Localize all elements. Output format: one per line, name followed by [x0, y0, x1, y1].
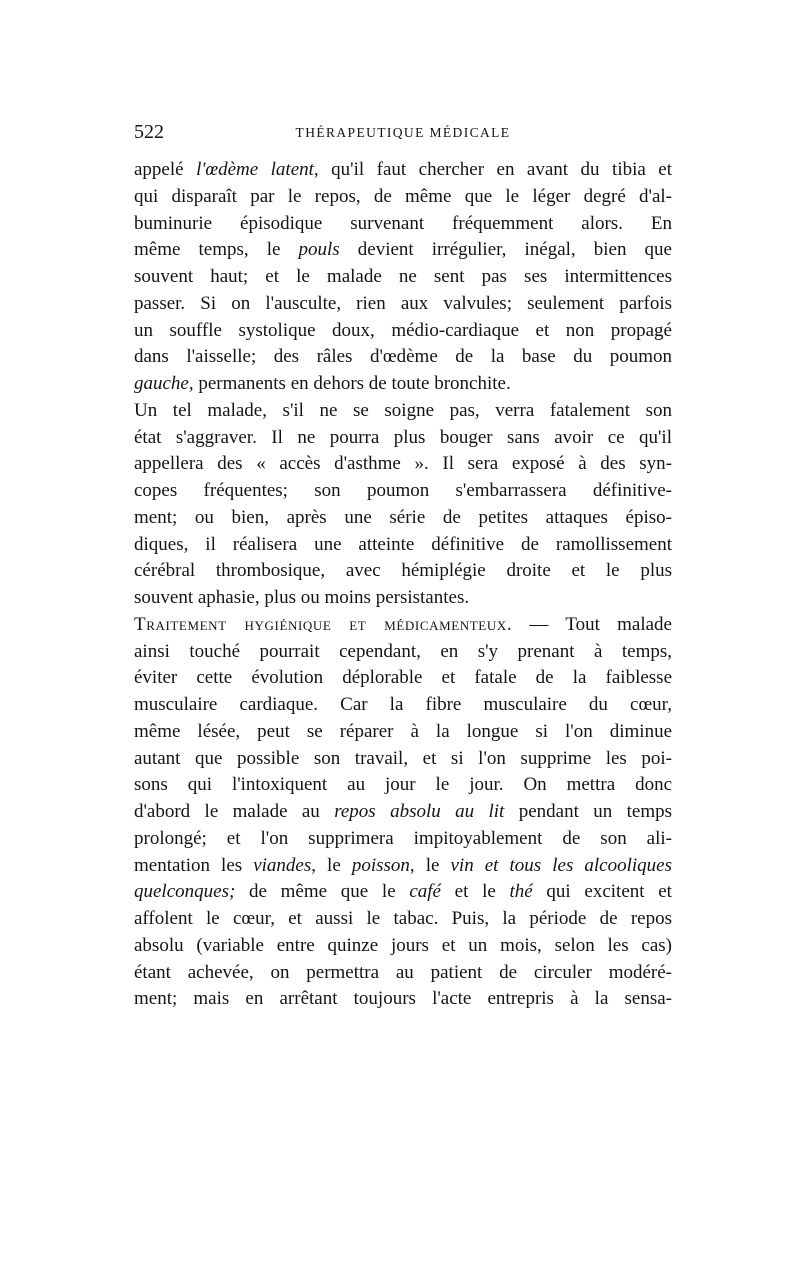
italic-run: thé: [509, 881, 533, 903]
text-run: ment; ou bien, après une série de petites attaques épiso-: [134, 506, 672, 528]
text-line: [134, 558, 672, 585]
text-line: [134, 665, 672, 692]
italic-run: l'œdème latent: [196, 159, 314, 180]
text-run: étant achevée, on permettra au patient de circuler modéré-: [134, 961, 672, 983]
italic-run: pouls: [298, 239, 340, 261]
text-run: copes fréquentes; son poumon s'embarrassera définitive-: [134, 480, 672, 501]
text-line: [134, 853, 672, 880]
text-line: [134, 933, 672, 960]
text-line: [134, 585, 672, 612]
text-run: — Tout malade: [512, 613, 672, 635]
text-run: diques, il réalisera une atteinte définitive de ramollissement: [134, 533, 672, 555]
text-run: , permanents en dehors de toute bronchite.: [188, 373, 511, 394]
text-run: absolu (variable entre quinze jours et un mois, selon les cas): [134, 934, 672, 956]
text-line: [134, 746, 672, 773]
text-run: qui excitent et: [532, 881, 672, 903]
text-run: , le: [311, 854, 352, 876]
text-line: [134, 478, 672, 505]
text-run: éviter cette évolution déplorable et fatale de la faiblesse: [134, 667, 672, 689]
text-run: ment; mais en arrêtant toujours l'acte entrepris à la sensa-: [134, 988, 672, 1010]
italic-run: repos absolu au lit: [334, 801, 505, 822]
text-run: devient irrégulier, inégal, bien que: [339, 239, 672, 261]
italic-run: viandes: [253, 854, 312, 876]
text-run: ainsi touché pourrait cependant, en s'y prenant à temps,: [134, 640, 672, 662]
text-run: qui disparaît par le repos, de même que le léger degré d'al-: [134, 185, 672, 207]
text-line: [134, 237, 672, 264]
text-line: [134, 826, 672, 853]
text-line: [134, 157, 672, 184]
text-run: dans l'aisselle; des râles d'œdème de la base du poumon: [134, 346, 672, 368]
text-line: [134, 799, 672, 826]
text-run: prolongé; et l'on supprimera impitoyablement de son ali-: [134, 827, 672, 849]
text-line: [134, 505, 672, 532]
text-run: état s'aggraver. Il ne pourra plus bouger sans avoir ce qu'il: [134, 426, 672, 448]
text-run: mentation les: [134, 854, 254, 876]
text-run: souvent aphasie, plus ou moins persistantes.: [134, 587, 470, 608]
text-run: un souffle systolique doux, médio-cardiaque et non propagé: [134, 319, 672, 341]
text-line: [134, 532, 672, 559]
text-run: d'abord le malade au: [134, 801, 335, 822]
text-run: pendant un temps: [504, 801, 672, 822]
text-run: et le: [440, 881, 510, 903]
text-line: [134, 398, 672, 425]
text-run: passer. Si on l'ausculte, rien aux valvules; seulement parfois: [134, 292, 672, 314]
text-run: appelé: [134, 159, 197, 180]
body-text: [134, 157, 672, 1013]
italic-run: quelconques;: [134, 881, 236, 903]
text-line: [134, 612, 672, 639]
text-line: [134, 692, 672, 719]
text-line: [134, 772, 672, 799]
text-line: [134, 344, 672, 371]
text-run: souvent haut; et le malade ne sent pas ses intermittences: [134, 266, 672, 287]
text-line: [134, 879, 672, 906]
text-line: [134, 318, 672, 345]
text-line: [134, 211, 672, 238]
text-run: , qu'il faut chercher en avant du tibia et: [313, 159, 673, 180]
italic-run: poisson: [351, 854, 410, 876]
section-heading: Traitement hygiénique et médicamenteux.: [134, 613, 513, 635]
italic-run: vin et tous les alcooliques: [450, 854, 672, 876]
text-run: affolent le cœur, et aussi le tabac. Puis, la période de repos: [134, 908, 672, 929]
text-line: [134, 184, 672, 211]
text-line: [134, 291, 672, 318]
text-line: [134, 425, 672, 452]
text-run: de même que le: [235, 881, 410, 903]
text-line: [134, 371, 672, 398]
text-run: Un tel malade, s'il ne se soigne pas, verra fatalement son: [134, 399, 672, 421]
text-run: musculaire cardiaque. Car la fibre musculaire du cœur,: [134, 694, 672, 715]
italic-run: gauche: [134, 373, 189, 394]
text-line: [134, 960, 672, 987]
text-line: [134, 906, 672, 933]
text-run: , le: [409, 854, 451, 876]
text-run: même temps, le: [134, 239, 299, 261]
text-run: même lésée, peut se réparer à la longue si l'on diminue: [134, 720, 672, 742]
text-line: [134, 451, 672, 478]
text-run: sons qui l'intoxiquent au jour le jour. On mettra donc: [134, 774, 672, 796]
text-run: appellera des « accès d'asthme ». Il sera exposé à des syn-: [134, 453, 672, 475]
text-line: [134, 639, 672, 666]
running-title: THÉRAPEUTIQUE MÉDICALE: [295, 125, 511, 140]
running-head: [134, 120, 672, 144]
page-number: 522: [134, 121, 164, 143]
text-run: cérébral thrombosique, avec hémiplégie droite et le plus: [134, 560, 672, 582]
text-line: [134, 264, 672, 291]
text-run: buminurie épisodique survenant fréquemment alors. En: [134, 212, 672, 234]
text-line: [134, 719, 672, 746]
text-line: [134, 986, 672, 1013]
italic-run: café: [409, 881, 441, 903]
text-run: autant que possible son travail, et si l'on supprime les poi-: [134, 747, 672, 769]
